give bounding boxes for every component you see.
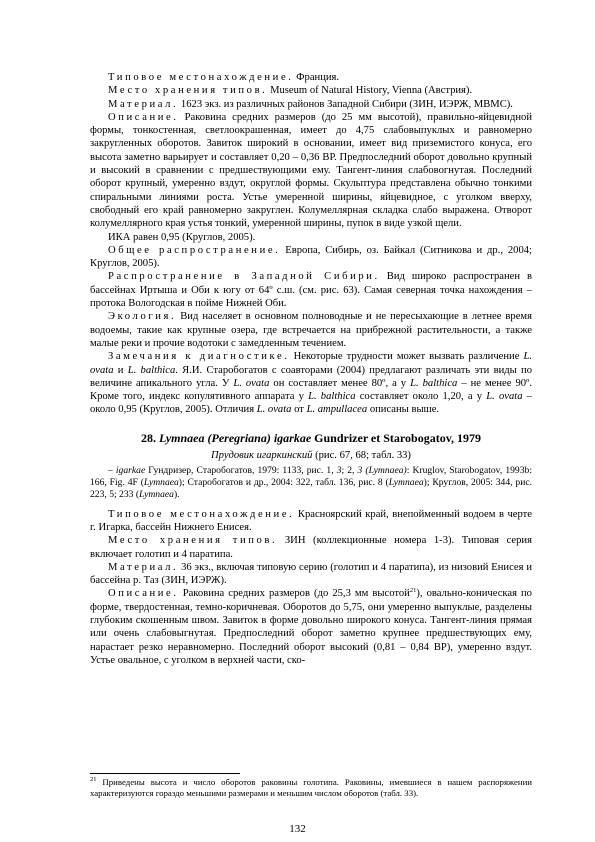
- remarks-text: описаны выше.: [367, 404, 440, 416]
- species-number: 28.: [140, 430, 159, 445]
- description-paragraph-2: [90, 587, 532, 667]
- description-label: Описание.: [108, 588, 179, 600]
- synonymy-italic: igarkae: [115, 465, 146, 477]
- species-name-italic: L. ovata: [90, 351, 533, 376]
- ecology-paragraph: [90, 310, 532, 350]
- remarks-text: и: [113, 364, 128, 376]
- depository-text: Museum of Natural History, Vienna (Австрия).: [267, 85, 473, 97]
- footnote-number: 21: [90, 776, 97, 783]
- page-number: 132: [289, 823, 306, 835]
- synonymy-italic: 3: [336, 465, 342, 477]
- footnote-body: Приведены высота и число оборотов раковины голотипа. Раковины, имевшиеся в нашем распоряжении характеризуются гораздо меньшими размерами и меньшим числом оборотов (табл. 33).: [90, 777, 532, 798]
- type-locality-paragraph-2: [90, 508, 532, 535]
- depository-paragraph: [90, 84, 532, 97]
- synonymy-paragraph: [90, 465, 532, 502]
- west-siberia-label: Распространение в Западной Сибири.: [108, 271, 380, 283]
- description-text: Раковина средних размеров (до 25 мм высотой), правильно-яйцевидной формы, тонкостенная, светлоокрашенная, имеет до 4,75 слабовыпуклых и равномерно закругленных оборотов. Завиток широкий в основании, имеет вид приземистого конуса, его высота заметно варьирует и составляет 0,20 – 0,36 ВР. Предпоследний оборот довольно крупный и высокий в сравнении с предшествующими ему. Тангент-линия слабовогнутая. Последний оборот крупный, умеренно вздут, округлой формы. Скульптура представлена обычно тонкими спиральными линиями роста. Устье умеренной ширины, яйцевидное, с уголком вверху, свободный его край равномерно закруглен. Колумеллярная складка слабо выражена. Отворот колумеллярного края устья тонкий, умеренной ширины, пупок в виде узкой щели.: [90, 111, 532, 230]
- remarks-text: составляет около 1,20, а у: [355, 391, 487, 403]
- depository-text: ЗИН (коллекционные номера 1-3). Типовая серия включает голотип и 4 паратипа.: [90, 535, 532, 560]
- species-name-italic: L. ampullacea: [306, 404, 368, 416]
- material-paragraph-2: [90, 561, 532, 588]
- remarks-label: Замечания к диагностике.: [108, 351, 290, 363]
- synonymy-text: ); Старобогатов и др., 2004: 322, табл. 136, рис. 8 (: [178, 477, 389, 489]
- synonymy-text: ; 2,: [341, 465, 358, 477]
- depository-label: Место хранения типов.: [108, 85, 268, 97]
- synonymy-text: ); Круглов, 2005: 344, рис. 223, 5; 233 (: [90, 477, 533, 501]
- synonymy-italic: 3 (Lymnaea): [357, 465, 407, 477]
- remarks-text: Некоторые трудности может вызвать различение: [289, 351, 524, 363]
- ecology-text: Вид населяет в основном полноводные и не пересыхающие в летнее время водоемы, такие как крупные озера, где встречается на прибрежной растительности, а также малые реки и прочие водотоки с замедленным течением.: [90, 311, 532, 349]
- type-locality-label: Типовое местонахождение.: [108, 508, 295, 520]
- synonymy-text: ).: [173, 489, 180, 501]
- synonymy-italic: Lymnaea: [143, 477, 179, 489]
- type-locality-label: Типовое местонахождение.: [108, 72, 294, 83]
- west-siberia-paragraph: [90, 270, 532, 310]
- species-name-italic: L. balthica: [127, 364, 176, 376]
- material-text: 36 экз., включая типовую серию (голотип и 4 паратипа), из низовий Енисея и бассейна р. Таз (ЗИН, ИЭРЖ).: [90, 561, 532, 587]
- synonymy-italic: Lymnaea: [388, 477, 424, 489]
- description-label: Описание.: [108, 111, 179, 123]
- footnote-block: [90, 773, 532, 799]
- description-paragraph: [90, 111, 532, 231]
- species-name-italic: L. ovata: [486, 391, 523, 403]
- material-paragraph: [90, 98, 532, 111]
- species-figure-ref: (рис. 67, 68; табл. 33): [312, 449, 411, 461]
- description-text: ), овально-коническая по форме, твердостенная, темно-коричневая. Оборотов до 5,75, они умеренно выпуклые, разделены глубоким скошенным швом. Завиток в форме довольно широкого конуса. Тангент-линия прямая или очень слабовыгнутая. Предпоследний оборот заметно крупнее предшествующих ему, нарастает резко неравномерно. Последний оборот высокий (0,81 – 0,84 ВР), умеренно вздут. Устье овальное, с уголком в верхней части, ско-: [90, 588, 532, 666]
- synonymy-text: –: [108, 465, 116, 477]
- footnote-divider: [90, 773, 240, 774]
- species-latin-name: Lymnaea (Peregriana) igarkae: [158, 430, 312, 445]
- species-authors: Gundrizer et Starobogatov, 1979: [311, 430, 482, 445]
- material-label: Материал.: [108, 98, 179, 110]
- remarks-text: – не менее 90º. Кроме того, индекс копулятивного аппарата у: [90, 377, 532, 403]
- description-text: Раковина средних размеров (до 25,3 мм высотой: [178, 588, 410, 600]
- remarks-text: – около 0,95 (Круглов, 2005). Отличия: [90, 391, 532, 416]
- type-locality-text: Франция.: [293, 72, 340, 83]
- synonymy-text: : Kruglov, Starobogatov, 1993b: 166, Fig. 4F (: [90, 465, 532, 489]
- species-heading: [90, 431, 532, 445]
- material-label: Материал.: [108, 561, 179, 573]
- ika-paragraph: ИКА равен 0,95 (Круглов, 2005).: [108, 231, 256, 243]
- ecology-label: Экология.: [108, 311, 177, 323]
- remarks-paragraph: [90, 350, 532, 416]
- type-locality-paragraph: [90, 71, 532, 84]
- west-siberia-text: Вид широко распространен в бассейнах Иртыша и Оби к югу от 64º с.ш. (см. рис. 63). Самая северная точка нахождения – протока Вологодская в пойме Нижней Оби.: [90, 271, 533, 310]
- depository-paragraph-2: [90, 534, 532, 561]
- main-text-column: [90, 71, 532, 667]
- synonymy-italic: Lymnaea: [139, 489, 174, 501]
- species-russian-line: [90, 449, 532, 462]
- synonymy-text: Гундризер, Старобогатов, 1979: 1133, рис. 1,: [145, 465, 337, 477]
- species-russian-name: Прудовик игаркинский: [211, 449, 313, 461]
- remarks-text: он составляет менее 80º, а у: [269, 377, 411, 389]
- footnote-text: [90, 777, 532, 799]
- material-text: 1623 экз. из различных районов Западной Сибири (ЗИН, ИЭРЖ, МВМС).: [178, 98, 513, 110]
- remarks-text: . Я.И. Старобогатов с соавторами (2004) предлагают различать эти виды по величине апикального угла. У: [90, 364, 532, 389]
- type-locality-text: Красноярский край, внепойменный водоем в черте г. Игарка, бассейн Нижнего Енисея.: [90, 508, 532, 533]
- distribution-label: Общее распространение.: [108, 244, 281, 256]
- species-name-italic: L. balthica: [308, 391, 356, 403]
- distribution-paragraph: [90, 244, 532, 271]
- species-name-italic: L. ovata: [233, 377, 270, 389]
- distribution-text: Европа, Сибирь, оз. Байкал (Ситникова и др., 2004; Круглов, 2005).: [90, 244, 533, 270]
- depository-label: Место хранения типов.: [108, 535, 278, 547]
- remarks-text: от: [291, 404, 307, 416]
- species-name-italic: L. ovata: [256, 404, 292, 416]
- species-name-italic: L. balthica: [410, 377, 458, 389]
- footnote-marker[interactable]: 21: [409, 587, 417, 595]
